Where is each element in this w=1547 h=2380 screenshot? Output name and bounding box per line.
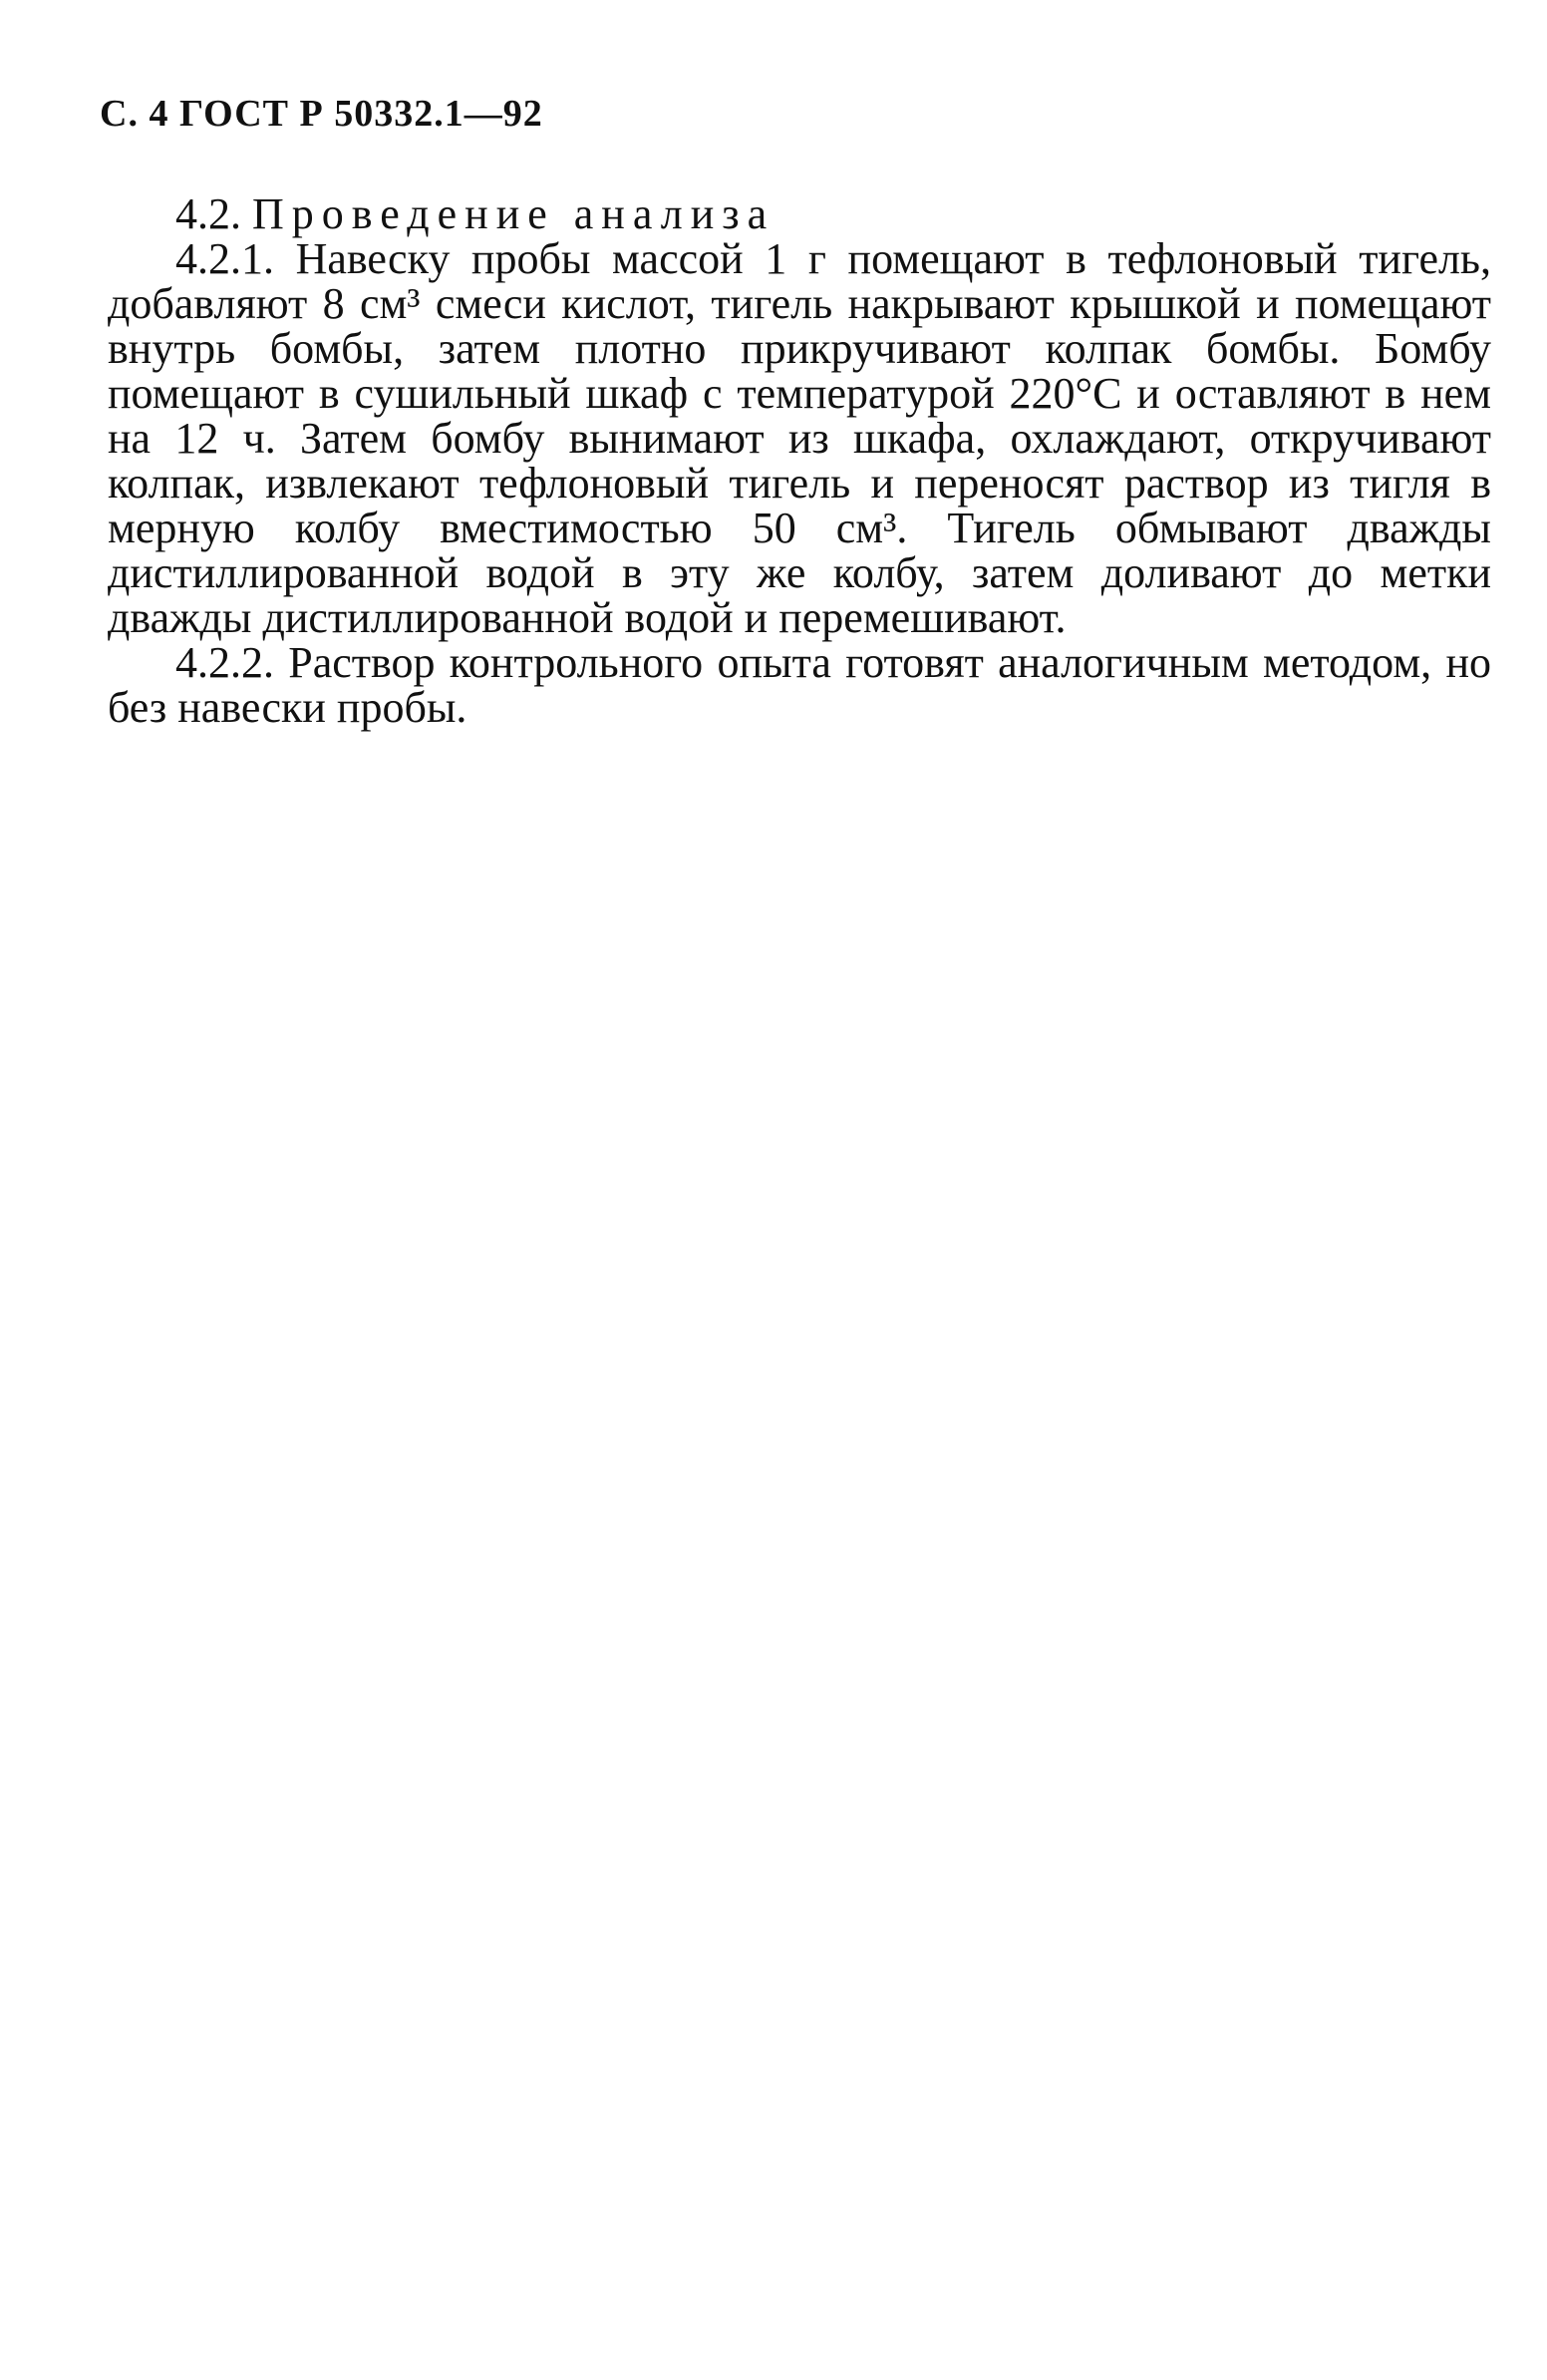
- section-title: Проведение анализа: [252, 189, 775, 238]
- section-number: 4.2.: [175, 189, 241, 238]
- paragraph-4-2-1: 4.2.1. Навеску пробы массой 1 г помещают в тефлоновый тигель, добавляют 8 см³ смеси кислот, тигель накрывают крышкой и помещают внутрь бомбы, затем плотно прикручивают колпак бомбы. Бомбу помещают в сушильный шкаф с температурой 220°С и оставляют в нем на 12 ч. Затем бомбу вынимают из шкафа, охлаждают, откручивают колпак, извлекают тефлоновый тигель и переносят раствор из тигля в мерную колбу вместимостью 50 см³. Тигель обмывают дважды дистиллированной водой в эту же колбу, затем доливают до метки дважды дистиллированной водой и перемешивают.: [108, 234, 1491, 642]
- section-heading: [108, 191, 1491, 236]
- document-body: [108, 191, 1491, 730]
- running-head: С. 4 ГОСТ Р 50332.1—92: [100, 93, 543, 135]
- paragraph-4-2-2: 4.2.2. Раствор контрольного опыта готовят аналогичным методом, но без навески пробы.: [108, 638, 1491, 732]
